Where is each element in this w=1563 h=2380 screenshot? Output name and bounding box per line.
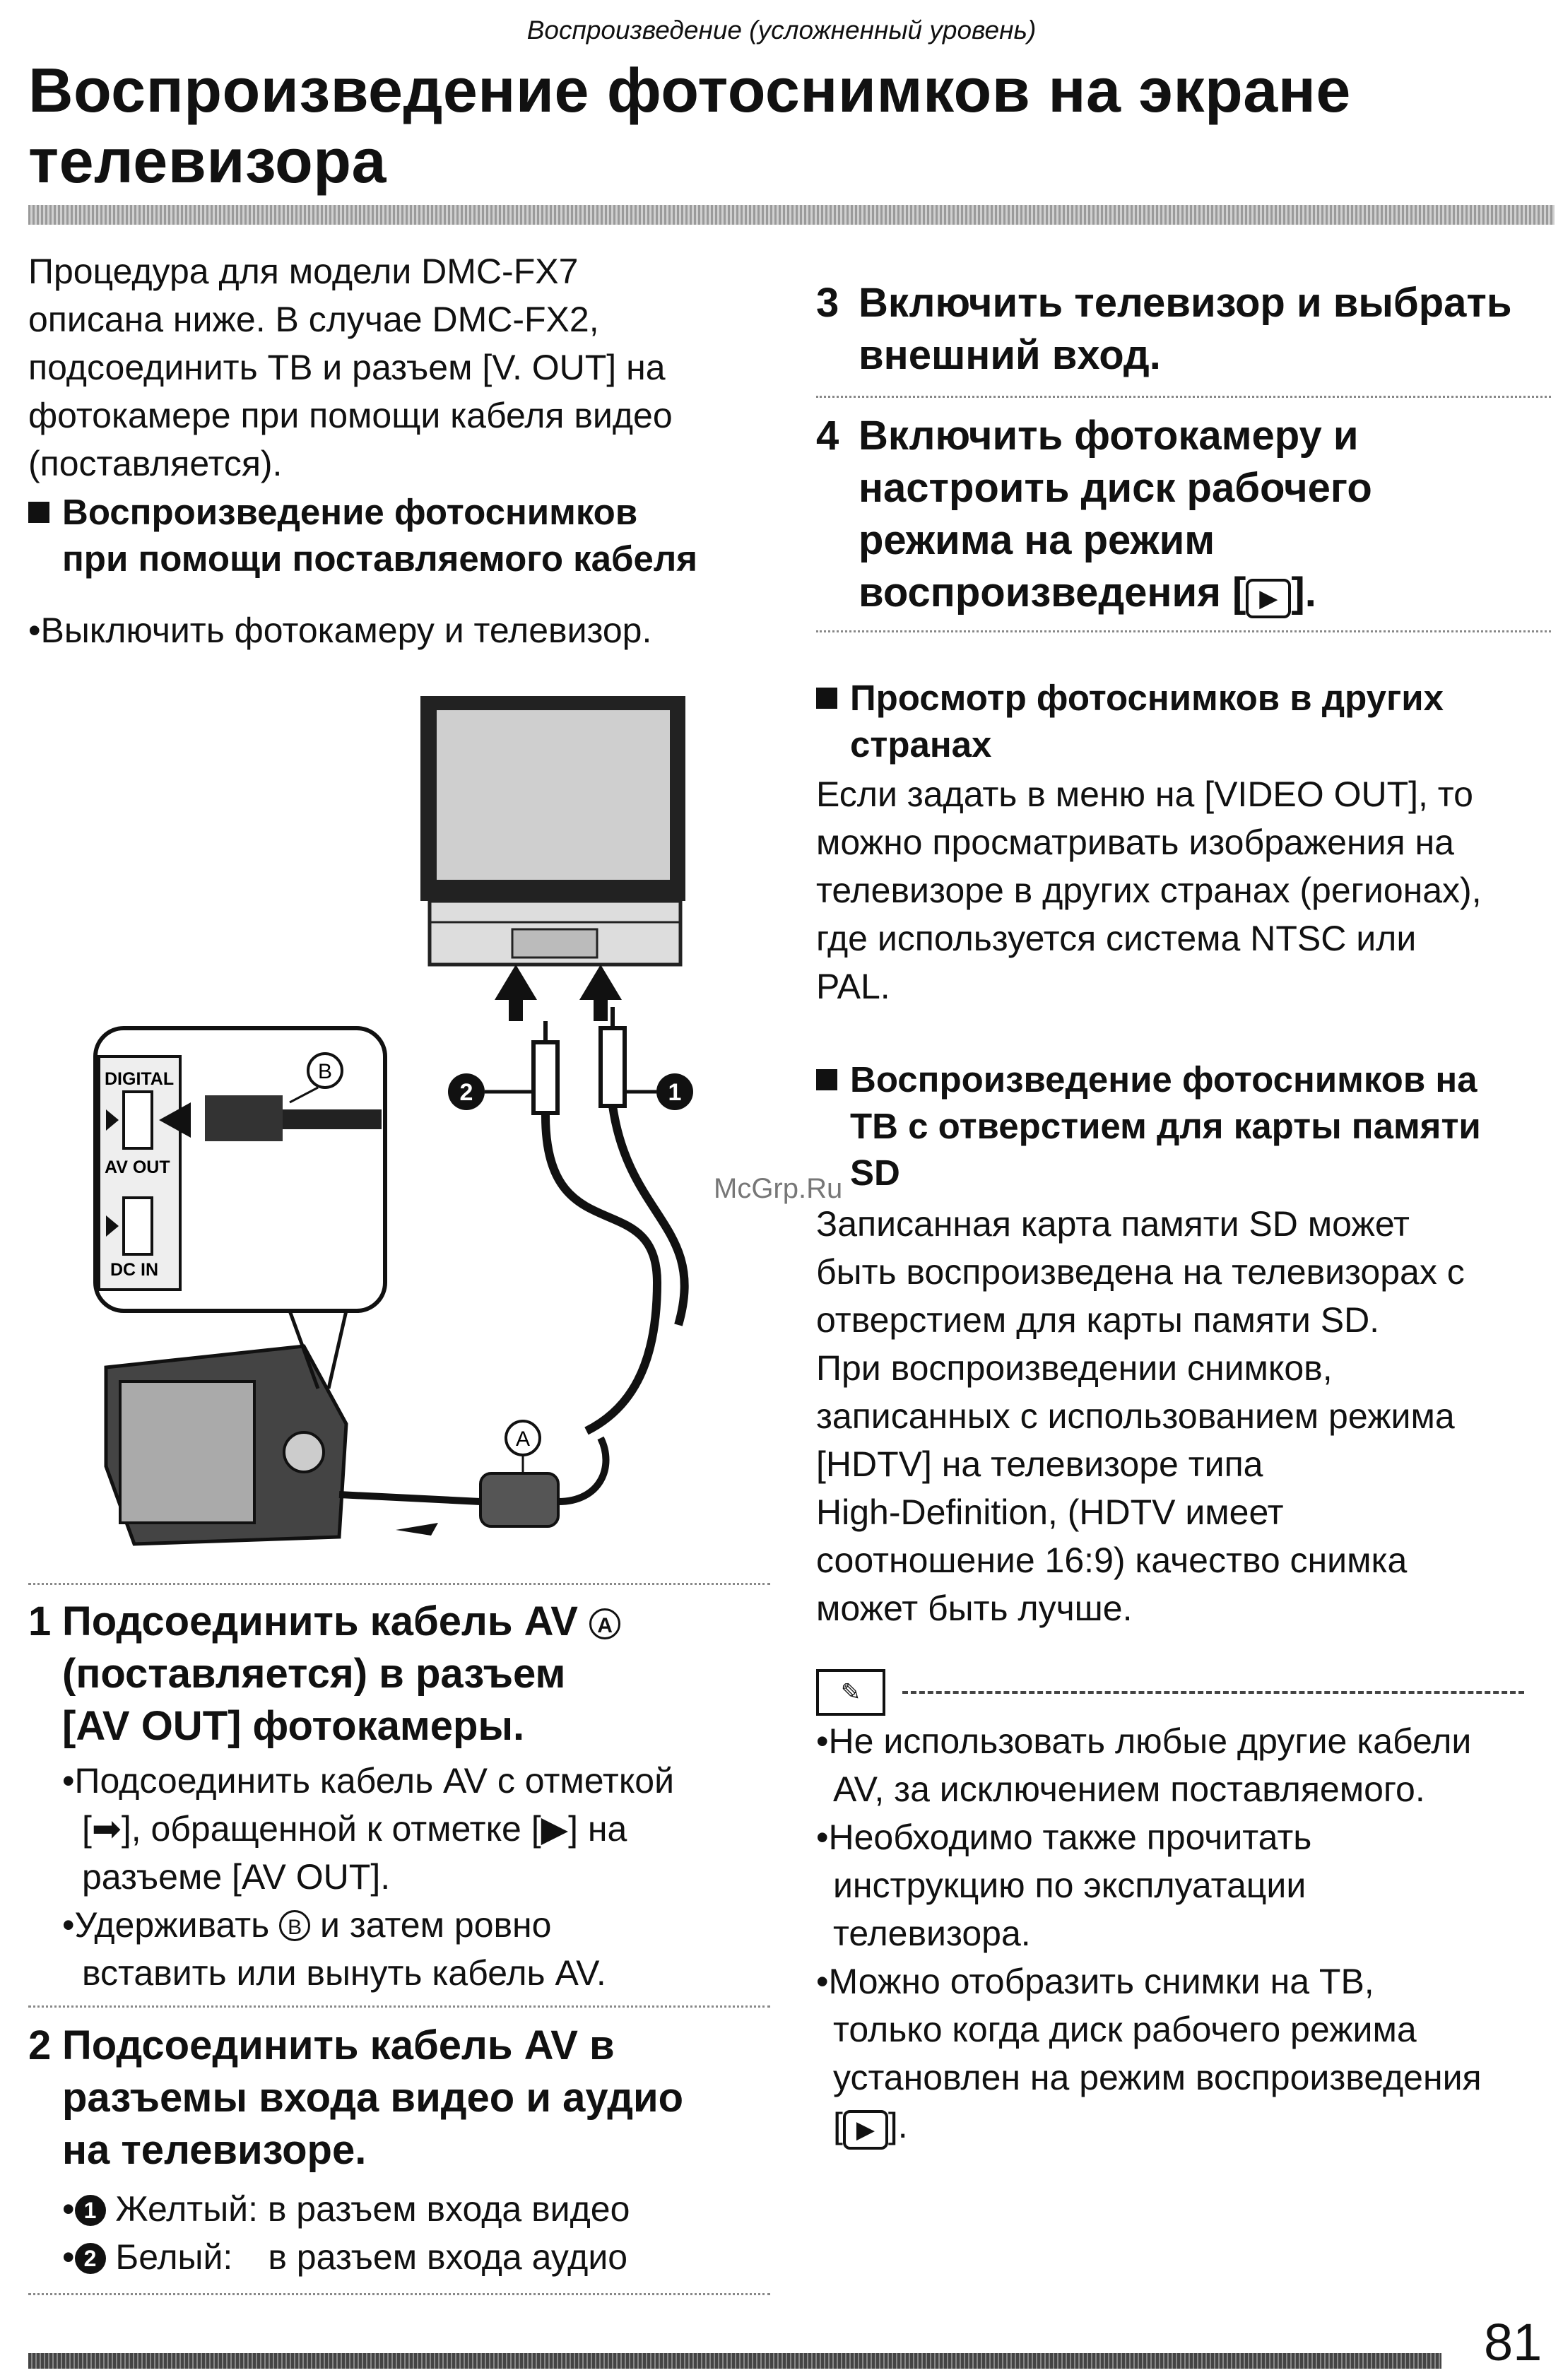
sub-heading-line: ТВ с отверстием для карты памяти [850,1106,1481,1146]
note-text: установлен на режим воспроизведения [833,2058,1482,2097]
dc-in-port-icon [124,1198,152,1254]
note-text: Можно отобразить снимки на ТВ, [828,1962,1374,2001]
divider [28,2293,770,2295]
sub-heading-line: Воспроизведение фотоснимков на [850,1059,1478,1100]
step-line: режима на режим [859,517,1215,563]
paragraph-line: где используется система NTSC или [816,919,1417,958]
marker-a-label: A [515,1427,531,1451]
play-triangle-icon: ▶ [541,1809,569,1849]
paragraph-line: записанных с использованием режима [816,1396,1455,1436]
marker-1-label: 1 [668,1079,682,1106]
note-text: телевизора. [833,1914,1031,1953]
usb-plug-icon [205,1095,283,1141]
bullet-cont: разъеме [AV OUT]. [82,1857,391,1897]
bullet-text: ] на [568,1809,627,1849]
bullet-text: и затем ровно [320,1905,552,1945]
note-text: инструкцию по эксплуатации [833,1866,1307,1905]
paragraph-line: отверстием для карты памяти SD. [816,1300,1380,1340]
marker-2-label: 2 [459,1079,473,1106]
sub-heading-line: Просмотр фотоснимков в других [850,678,1444,718]
step-1-bullet-1 [62,1757,783,1805]
note-text: Необходимо также прочитать [828,1818,1312,1857]
bracket: ]. [887,2106,908,2145]
step-3 [816,277,1551,382]
label-digital: DIGITAL [105,1069,175,1089]
title-line-2: телевизора [28,126,387,196]
divider [816,396,1551,398]
bullet-text: Подсоединить кабель AV с отметкой [74,1761,675,1801]
title-line-1: Воспроизведение фотоснимков на экране [28,55,1351,125]
paragraph-line: телевизоре в других странах (регионах), [816,871,1482,910]
step-2-bullets [62,2185,783,2281]
camera-icon [106,1311,346,1544]
step-line: Подсоединить кабель AV [62,1598,578,1644]
paragraph-line: может быть лучше. [816,1589,1133,1628]
watermark: McGrp.Ru [714,1173,843,1204]
step-number: 2 [28,2022,52,2068]
sub-heading-cable [28,489,777,582]
step-number: 3 [816,280,839,326]
note-text: Не использовать любые другие кабели [828,1721,1472,1761]
label-dc-in: DC IN [110,1260,159,1280]
paragraph-line: соотношение 16:9) качество снимка [816,1540,1408,1580]
bracket: [ [82,1809,92,1849]
bullet-cont [62,1805,783,1853]
bullet-cont: вставить или вынуть кабель AV. [82,1953,606,1993]
abroad-paragraph [816,770,1551,1011]
step-line: (поставляется) в разъем [62,1651,566,1697]
marker-a: A [589,1608,620,1639]
paragraph-line: можно просматривать изображения на [816,823,1454,862]
paragraph-line: При воспроизведении снимков, [816,1348,1333,1388]
step-line: Включить фотокамеру и [859,413,1359,459]
playback-mode-icon: ▶ [1246,579,1291,618]
step-1 [28,1596,777,1752]
step-line: Включить телевизор и выбрать [859,280,1512,326]
sub-heading-line: странах [850,724,992,765]
sub-heading-line: Воспроизведение фотоснимков [62,492,638,532]
marker-2: 2 [75,2243,106,2274]
intro-line: Процедура для модели DMC-FX7 [28,252,579,291]
sub-heading-abroad [816,675,1551,768]
divider [816,630,1551,632]
note-3 [816,1957,1551,2005]
section-header: Воспроизведение (усложненный уровень) [526,16,1037,45]
step-2-bullet-1 [62,2185,783,2233]
sub-heading-line: SD [850,1153,900,1193]
step-line: настроить диск рабочего [859,465,1372,511]
dashed-rule [902,1691,1524,1694]
step-line: воспроизведения [ [859,570,1246,615]
square-bullet-icon [816,1069,837,1090]
paragraph-line: [HDTV] на телевизоре типа [816,1444,1263,1484]
divider [28,1583,770,1585]
bullet-text: в разъем входа аудио [268,2237,628,2277]
square-bullet-icon [28,502,49,523]
step-1-bullets [62,1757,783,1997]
step-number: 1 [28,1598,52,1644]
bullet-text: Удерживать [74,1905,270,1945]
insert-arrow-icon [396,1523,438,1536]
intro-line: описана ниже. В случае DMC-FX2, [28,300,599,339]
note-text: AV, за исключением поставляемого. [833,1769,1425,1809]
rca-plugs-icon [533,1007,625,1113]
note-2 [816,1813,1551,1861]
marker-b: B [279,1910,310,1941]
intro-line: подсоединить ТВ и разъем [V. OUT] на [28,348,666,387]
marker-1: 1 [75,2195,106,2226]
title-rule [28,205,1555,225]
arrow-right-icon: ➡ [91,1809,122,1849]
intro-line: (поставляется). [28,444,283,483]
paragraph-line: быть воспроизведена на телевизорах с [816,1252,1465,1292]
note-text: только когда диск рабочего режима [833,2010,1417,2049]
step-line: [AV OUT] фотокамеры. [62,1703,525,1749]
divider [28,2005,770,2008]
step-2 [28,2020,777,2176]
footer-bar [28,2353,1441,2369]
bullet-text: Белый: [115,2237,233,2277]
step-line: внешний вход. [859,332,1161,378]
step-4 [816,410,1551,619]
notes-list [816,1717,1551,2150]
bracket: [ [833,2106,843,2145]
page-title [28,55,1533,196]
intro-line: фотокамере при помощи кабеля видео [28,396,673,435]
connector-inset [95,1028,385,1311]
playback-mode-icon: ▶ [843,2110,888,2150]
av-out-port-icon [124,1092,152,1148]
paragraph-line: High-Definition, (HDTV имеет [816,1492,1284,1532]
note-1 [816,1717,1551,1765]
connection-diagram [92,689,756,1548]
paragraph-line: Записанная карта памяти SD может [816,1204,1410,1244]
step-line: ]. [1291,570,1316,615]
bullet-power-off [28,606,777,654]
notes-header [816,1669,1551,1714]
step-number: 4 [816,413,839,459]
marker-b-label: B [317,1060,333,1083]
step-2-bullet-2 [62,2233,783,2281]
intro-paragraph [28,247,777,488]
memo-icon: ✎ [816,1669,885,1716]
step-1-bullet-2 [62,1901,783,1949]
ferrite-core-icon [480,1473,558,1526]
bullet-text: Желтый: в разъем входа видео [115,2189,630,2229]
square-bullet-icon [816,688,837,709]
sub-heading-line: при помощи поставляемого кабеля [62,538,698,579]
arrow-up-icon [495,965,622,1021]
paragraph-line: Если задать в меню на [VIDEO OUT], то [816,774,1473,814]
step-line: Подсоединить кабель AV в [62,2022,615,2068]
paragraph-line: PAL. [816,967,890,1006]
bullet-text: ], обращенной к отметке [ [121,1809,541,1849]
step-line: на телевизоре. [62,2127,367,2173]
note-text [816,2102,1551,2150]
sd-paragraph [816,1200,1551,1632]
sub-heading-sd [816,1056,1551,1196]
step-line: разъемы входа видео и аудио [62,2075,684,2121]
label-av-out: AV OUT [105,1157,170,1177]
bullet-text: Выключить фотокамеру и телевизор. [40,611,652,650]
tv-icon [420,696,685,965]
page-number: 81 [1484,2313,1543,2372]
